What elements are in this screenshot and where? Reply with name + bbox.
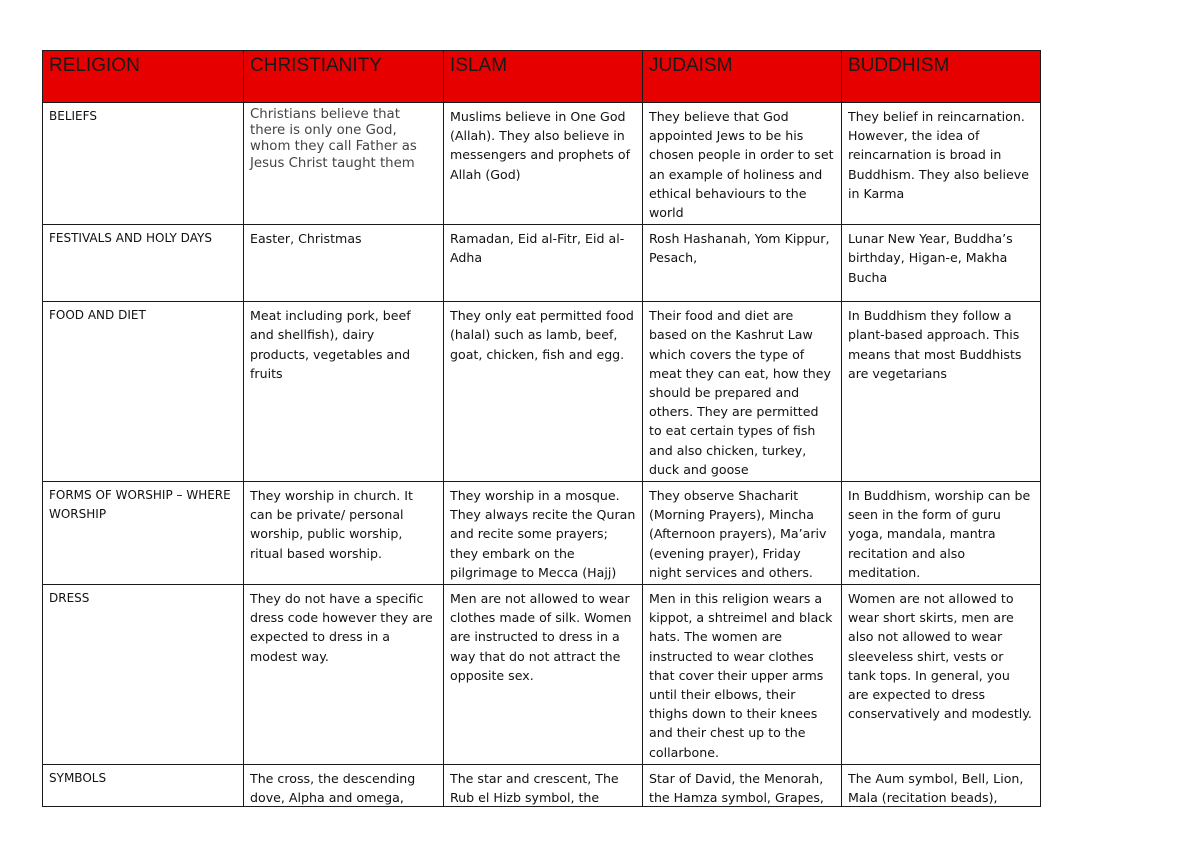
row-label: DRESS [43,585,244,765]
header-judaism: JUDAISM [643,51,842,103]
header-religion: RELIGION [43,51,244,103]
table-row [43,225,1041,302]
cell-buddhism [842,764,1041,806]
header-row [43,51,1041,103]
cell-text: Star of David, the Menorah, the Hamza symbol, Grapes, [649,770,824,806]
table-row [43,585,1041,765]
cell-islam: Ramadan, Eid al-Fitr, Eid al-Adha [444,225,643,302]
cell-christianity: They worship in church. It can be private/ personal worship, public worship, ritual based worship. [244,482,444,585]
cell-text: The cross, the descending dove, Alpha and omega, [250,770,416,806]
table-row [43,302,1041,482]
header-christianity: CHRISTIANITY [244,51,444,103]
cell-christianity: Christians believe that there is only one God, whom they call Father as Jesus Christ taught them [244,103,444,225]
table-row [43,482,1041,585]
cell-christianity [244,764,444,806]
row-label: FOOD AND DIET [43,302,244,482]
row-label-text: SYMBOLS [49,770,107,785]
cell-buddhism: In Buddhism they follow a plant-based approach. This means that most Buddhists are vegetarians [842,302,1041,482]
row-label: FORMS OF WORSHIP – WHERE WORSHIP [43,482,244,585]
cell-islam: Muslims believe in One God (Allah). They also believe in messengers and prophets of Allah (God) [444,103,643,225]
cell-buddhism: Lunar New Year, Buddha’s birthday, Higan-e, Makha Bucha [842,225,1041,302]
cell-judaism: They observe Shacharit (Morning Prayers), Mincha (Afternoon prayers), Ma’ariv (evening prayer), Friday night services and others. [643,482,842,585]
cell-text: The star and crescent, The Rub el Hizb symbol, the [450,770,619,806]
cell-islam: They worship in a mosque. They always recite the Quran and recite some prayers; they embark on the pilgrimage to Mecca (Hajj) [444,482,643,585]
cell-buddhism: In Buddhism, worship can be seen in the form of guru yoga, mandala, mantra recitation and also meditation. [842,482,1041,585]
cell-islam [444,764,643,806]
header-buddhism: BUDDHISM [842,51,1041,103]
cell-judaism: Men in this religion wears a kippot, a shtreimel and black hats. The women are instructed to wear clothes that cover their upper arms until their elbows, their thighs down to their knees and their chest up to the collarbone. [643,585,842,765]
cell-christianity: They do not have a specific dress code however they are expected to dress in a modest way. [244,585,444,765]
cell-judaism: Rosh Hashanah, Yom Kippur, Pesach, [643,225,842,302]
row-label: BELIEFS [43,103,244,225]
header-islam: ISLAM [444,51,643,103]
row-label: FESTIVALS AND HOLY DAYS [43,225,244,302]
cell-judaism: Their food and diet are based on the Kashrut Law which covers the type of meat they can eat, how they should be prepared and others. They are permitted to eat certain types of fish and also chicken, turkey, duck and goose [643,302,842,482]
cell-buddhism: They belief in reincarnation. However, the idea of reincarnation is broad in Buddhism. They also believe in Karma [842,103,1041,225]
cell-judaism: They believe that God appointed Jews to be his chosen people in order to set an example of holiness and ethical behaviours to the world [643,103,842,225]
cell-buddhism: Women are not allowed to wear short skirts, men are also not allowed to wear sleeveless shirt, vests or tank tops. In general, you are expected to dress conservatively and modestly. [842,585,1041,765]
cell-text: The Aum symbol, Bell, Lion, Mala (recitation beads), [848,770,1024,806]
table-row [43,103,1041,225]
row-label [43,764,244,806]
cell-islam: They only eat permitted food (halal) such as lamb, beef, goat, chicken, fish and egg. [444,302,643,482]
cell-christianity: Meat including pork, beef and shellfish), dairy products, vegetables and fruits [244,302,444,482]
table-row [43,764,1041,806]
cell-islam: Men are not allowed to wear clothes made of silk. Women are instructed to dress in a way that do not attract the opposite sex. [444,585,643,765]
cell-christianity: Easter, Christmas [244,225,444,302]
religion-comparison-table [42,50,1041,807]
cell-judaism [643,764,842,806]
